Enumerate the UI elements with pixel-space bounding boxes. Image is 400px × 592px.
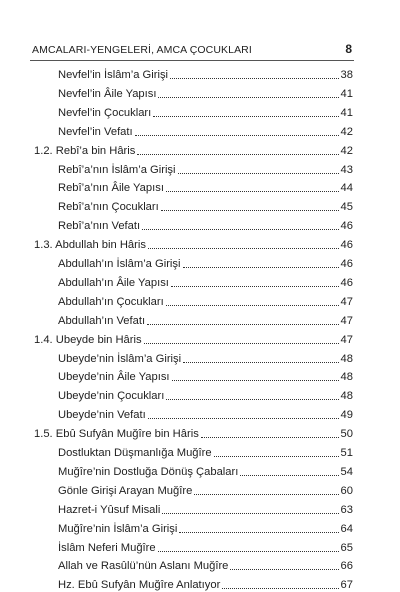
- toc-entry-page: 46: [340, 258, 353, 270]
- toc-section-entry: [34, 422, 353, 441]
- toc-entry: [58, 158, 353, 177]
- toc-entry: [58, 176, 353, 195]
- toc-entry-title: Rebî’a’nın İslâm’a Girişi: [58, 163, 176, 176]
- toc-entry-title: Rebî’a’nın Vefatı: [58, 220, 141, 233]
- toc-entry: [58, 365, 353, 384]
- dot-leader: [240, 474, 338, 476]
- toc-entry-page: 60: [340, 484, 353, 497]
- toc-entry-title: Rebî’a’nın Âile Yapısı: [58, 182, 164, 195]
- toc-entry-page: 49: [340, 409, 353, 422]
- dot-leader: [166, 190, 339, 192]
- toc-entry: [58, 309, 353, 328]
- toc-entry-page: 50: [340, 428, 353, 441]
- dot-leader: [230, 568, 338, 570]
- toc-entry-page: 38: [340, 69, 353, 81]
- dot-leader: [148, 417, 339, 419]
- toc-entry: [58, 403, 353, 422]
- toc-entry-page: 44: [340, 182, 353, 195]
- toc-entry: [58, 498, 353, 517]
- dot-leader: [158, 96, 338, 98]
- dot-leader: [171, 285, 339, 287]
- toc-entry-page: 46: [340, 239, 353, 252]
- toc-entry: [58, 214, 353, 233]
- toc-entry-title: 1.3. Abdullah bin Hâris: [34, 239, 146, 252]
- dot-leader: [147, 323, 338, 325]
- dot-leader: [153, 115, 338, 117]
- toc-entry-title: 1.5. Ebû Sufyân Muğîre bin Hâris: [34, 428, 199, 441]
- dot-leader: [183, 266, 339, 268]
- toc-entry-page: 47: [340, 333, 353, 346]
- toc-entry: [58, 573, 353, 592]
- toc-entry: [58, 120, 353, 139]
- dot-leader: [135, 134, 339, 136]
- dot-leader: [142, 228, 338, 230]
- toc-entry: [58, 290, 353, 309]
- toc-entry-page: 42: [340, 144, 353, 157]
- toc-entry: [58, 63, 353, 82]
- toc-entry-page: 48: [340, 390, 353, 403]
- toc-entry: [58, 517, 353, 536]
- toc-entry-page: 46: [340, 276, 353, 289]
- dot-leader: [161, 209, 339, 211]
- dot-leader: [170, 77, 339, 79]
- toc-entry-title: Muğîre’nin Dostluğa Dönüş Çabaları: [58, 465, 239, 478]
- toc-entry-title: Nevfel’in Vefatı: [58, 125, 133, 138]
- toc-section-entry: [34, 139, 353, 158]
- toc-entry-title: Dostluktan Düşmanlığa Muğîre: [58, 447, 212, 459]
- toc-entry: [58, 554, 353, 573]
- toc-entry: [58, 536, 353, 555]
- toc-entry: [58, 252, 353, 271]
- toc-entry-title: İslâm Neferi Muğîre: [58, 541, 156, 554]
- toc-entry-title: Rebî’a’nın Çocukları: [58, 201, 159, 214]
- toc-entry-page: 48: [340, 371, 353, 384]
- dot-leader: [166, 304, 339, 306]
- dot-leader: [162, 512, 338, 514]
- dot-leader: [137, 153, 338, 155]
- toc-section-entry: [34, 233, 353, 252]
- toc-entry-title: Nevfel’in İslâm’a Girişi: [58, 69, 169, 81]
- dot-leader: [179, 531, 338, 533]
- toc-entry-page: 43: [340, 163, 353, 176]
- toc-entry: [58, 82, 353, 101]
- toc-entry: [58, 384, 353, 403]
- toc-entry-title: Nevfel’in Çocukları: [58, 106, 152, 119]
- dot-leader: [183, 361, 338, 363]
- toc-entry-page: 67: [340, 579, 353, 592]
- toc-entry-title: Abdullah’ın Âile Yapısı: [58, 276, 169, 289]
- header-rule: [30, 60, 354, 61]
- dot-leader: [144, 342, 339, 344]
- toc-entry-page: 65: [340, 541, 353, 554]
- toc-entry: [58, 271, 353, 290]
- toc-entry-page: 47: [340, 314, 353, 327]
- toc-entry: [58, 195, 353, 214]
- toc-entry-title: Hazret-i Yûsuf Misali: [58, 503, 161, 516]
- toc-entry-page: 42: [340, 125, 353, 138]
- toc-entry: [58, 441, 353, 460]
- toc-entry-page: 41: [340, 87, 353, 100]
- dot-leader: [214, 455, 339, 457]
- toc-entry-title: 1.4. Ubeyde bin Hâris: [34, 333, 142, 346]
- dot-leader: [172, 379, 339, 381]
- toc-entry-page: 48: [340, 352, 353, 365]
- dot-leader: [148, 247, 339, 249]
- toc-entry-title: 1.2. Rebî’a bin Hâris: [34, 144, 136, 157]
- dot-leader: [158, 550, 339, 552]
- toc-entry: [58, 347, 353, 366]
- dot-leader: [178, 172, 339, 174]
- toc-entry-title: Ubeyde’nin İslâm’a Girişi: [58, 352, 182, 365]
- toc-entry: [58, 101, 353, 120]
- toc-entry-page: 47: [340, 295, 353, 308]
- toc-section-entry: [34, 328, 353, 347]
- toc-entry-page: 66: [340, 560, 353, 573]
- toc-entry-title: Gönle Girişi Arayan Muğîre: [58, 484, 193, 497]
- toc-entry-title: Nevfel’in Âile Yapısı: [58, 87, 157, 100]
- toc-entry-title: Ubeyde’nin Çocukları: [58, 390, 165, 403]
- toc-entry-page: 45: [340, 201, 353, 214]
- toc-entry-page: 54: [340, 465, 353, 478]
- dot-leader: [222, 587, 338, 589]
- toc-entry-page: 51: [340, 447, 353, 459]
- toc-entry-title: Hz. Ebû Sufyân Muğîre Anlatıyor: [58, 579, 221, 592]
- toc-entry-title: Abdullah’ın Vefatı: [58, 314, 146, 327]
- toc-entry: [58, 479, 353, 498]
- toc-entry: [58, 460, 353, 479]
- running-header: [32, 42, 352, 56]
- running-header-title: AMCALARI-YENGELERİ, AMCA ÇOCUKLARI: [32, 44, 252, 56]
- toc-entry-page: 64: [340, 522, 353, 535]
- toc-entry-title: Allah ve Rasûlü’nün Aslanı Muğîre: [58, 560, 229, 573]
- toc-entry-title: Ubeyde’nin Âile Yapısı: [58, 371, 170, 384]
- toc-entry-page: 41: [340, 106, 353, 119]
- dot-leader: [201, 436, 339, 438]
- toc-entry-title: Abdullah’ın Çocukları: [58, 295, 164, 308]
- toc-entry-title: Muğîre’nin İslâm’a Girişi: [58, 522, 178, 535]
- toc-entry-title: Abdullah’ın İslâm’a Girişi: [58, 258, 181, 270]
- toc-entry-page: 46: [340, 220, 353, 233]
- dot-leader: [166, 398, 338, 400]
- dot-leader: [194, 493, 338, 495]
- toc-entry-title: Ubeyde’nin Vefatı: [58, 409, 146, 422]
- toc-entry-page: 63: [340, 503, 353, 516]
- page-number: 8: [345, 42, 352, 56]
